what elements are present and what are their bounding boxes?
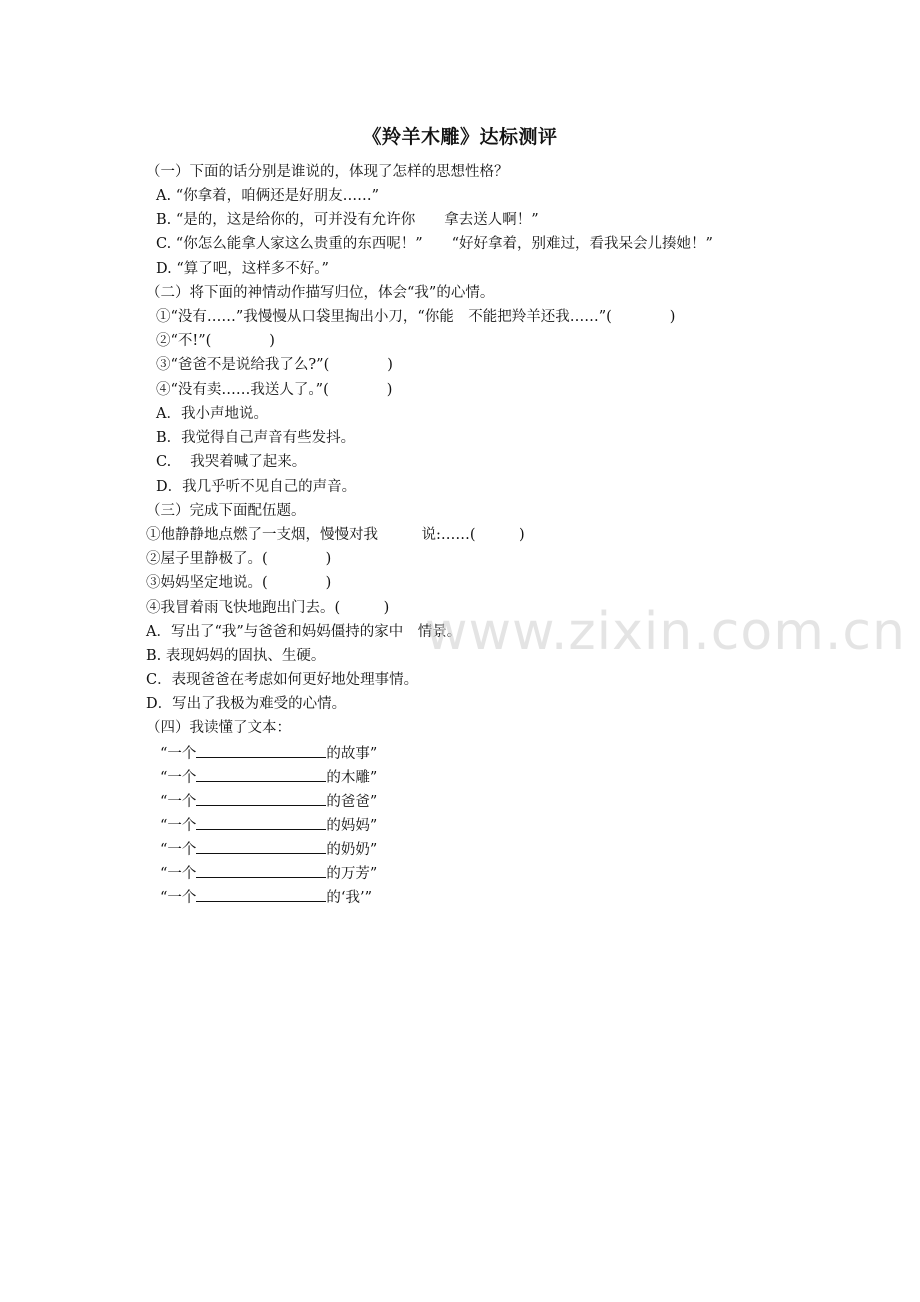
section2-option-b: B．我觉得自己声音有些发抖。	[156, 430, 356, 446]
section2-heading: （二）将下面的神情动作描写归位，体会“我”的心情。	[146, 285, 495, 301]
fill-line	[160, 766, 377, 788]
section2-item-4: ④“没有卖……我送人了。”( )	[156, 382, 393, 398]
section2-option-d: D．我几乎听不见自己的声音。	[156, 479, 357, 495]
fill-blank[interactable]	[196, 790, 326, 806]
fill-blank[interactable]	[196, 766, 326, 782]
fill-line	[160, 838, 377, 860]
section3-heading: （三）完成下面配伍题。	[146, 503, 306, 519]
section4-heading: （四）我读懂了文本：	[146, 720, 291, 736]
section2-item-3: ③“爸爸不是说给我了么?”( )	[156, 357, 393, 373]
section3-item-4: ④我冒着雨飞快地跑出门去。( )	[146, 600, 390, 616]
fill-blank[interactable]	[196, 814, 326, 830]
section2-option-c: C. 我哭着喊了起来。	[156, 454, 307, 470]
section3-item-1: ①他静静地点燃了一支烟，慢慢对我 说:……( )	[146, 527, 525, 543]
fill-line-prefix: “一个	[160, 794, 197, 810]
fill-line-prefix: “一个	[160, 818, 197, 834]
section3-option-c: C．表现爸爸在考虑如何更好地处理事情。	[146, 672, 419, 688]
fill-blank[interactable]	[196, 886, 326, 902]
fill-blank[interactable]	[196, 862, 326, 878]
fill-line-suffix: 的奶奶”	[326, 842, 378, 858]
section3-item-2: ②屋子里静极了。( )	[146, 551, 332, 567]
section3-item-3: ③妈妈坚定地说。( )	[146, 575, 332, 591]
section1-item-c: C. “你怎么能拿人家这么贵重的东西呢！” “好好拿着，别难过，看我呆会儿揍她！”	[156, 236, 713, 252]
fill-line-prefix: “一个	[160, 746, 197, 762]
section3-option-b: B. 表现妈妈的固执、生硬。	[146, 648, 326, 664]
fill-line-prefix: “一个	[160, 842, 197, 858]
fill-line-prefix: “一个	[160, 890, 197, 906]
section1-item-a: A. “你拿着，咱俩还是好朋友……”	[156, 188, 380, 204]
section1-item-b: B. “是的，这是给你的，可并没有允许你 拿去送人啊！”	[156, 212, 539, 228]
fill-blank[interactable]	[196, 838, 326, 854]
fill-line	[160, 814, 377, 836]
fill-line-suffix: 的木雕”	[326, 770, 378, 786]
fill-line-suffix: 的妈妈”	[326, 818, 378, 834]
section1-item-d: D. “算了吧，这样多不好。”	[156, 261, 329, 277]
fill-line	[160, 886, 372, 908]
fill-line-suffix: 的万芳”	[326, 866, 378, 882]
fill-line	[160, 790, 377, 812]
section3-option-d: D．写出了我极为难受的心情。	[146, 696, 347, 712]
fill-line-suffix: 的‘我’”	[326, 890, 373, 906]
fill-line-prefix: “一个	[160, 866, 197, 882]
fill-line-suffix: 的故事”	[326, 746, 378, 762]
section2-option-a: A．我小声地说。	[156, 406, 268, 422]
fill-line	[160, 862, 377, 884]
section2-item-2: ②“不!”( )	[156, 333, 275, 349]
fill-line-suffix: 的爸爸”	[326, 794, 378, 810]
watermark: www.zixin.com.cn	[425, 602, 906, 662]
section1-heading: （一）下面的话分别是谁说的，体现了怎样的思想性格？	[146, 164, 509, 180]
fill-blank[interactable]	[196, 742, 326, 758]
fill-line-prefix: “一个	[160, 770, 197, 786]
document-title: 《羚羊木雕》达标测评	[362, 126, 558, 148]
section2-item-1: ①“没有……”我慢慢从口袋里掏出小刀，“你能 不能把羚羊还我……”( )	[156, 309, 676, 325]
section3-option-a: A．写出了“我”与爸爸和妈妈僵持的家中 情景。	[146, 624, 462, 640]
fill-line	[160, 742, 377, 764]
